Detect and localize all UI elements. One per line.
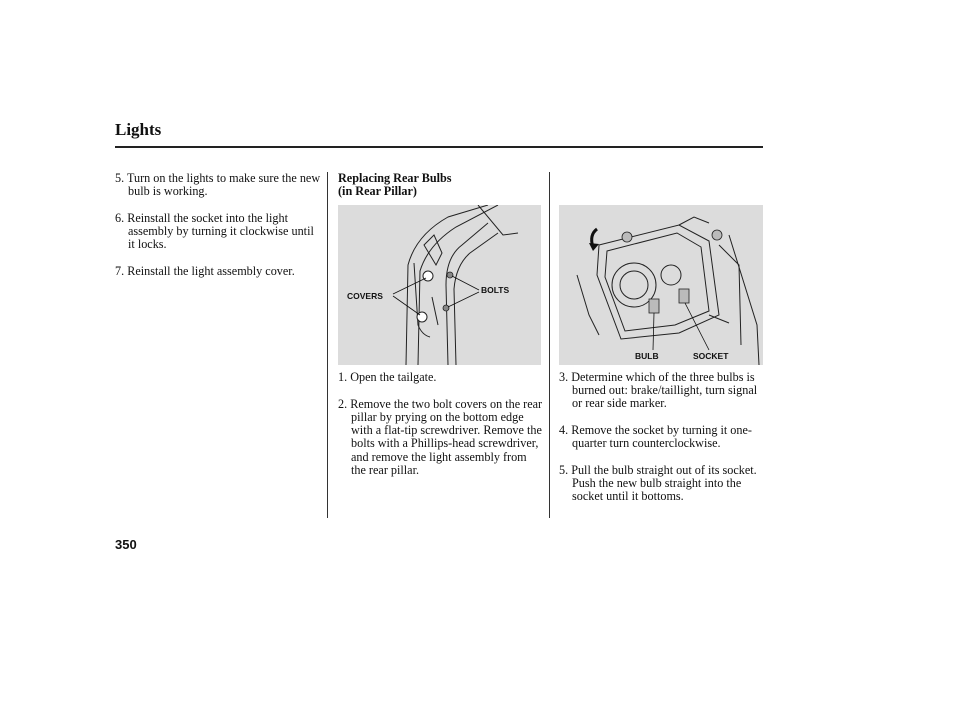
- rear-pillar-figure: [338, 205, 541, 365]
- step-item: 4. Remove the socket by turning it one-quarter turn counterclockwise.: [559, 423, 752, 451]
- light-assembly-illustration: [559, 205, 763, 365]
- step-item: 5. Pull the bulb straight out of its socket. Push the new bulb straight into the socket until it bottoms.: [559, 463, 757, 504]
- step-item: 6. Reinstall the socket into the light assembly by turning it clockwise until it locks.: [115, 210, 314, 252]
- light-assembly-figure: [559, 205, 763, 365]
- page-title: Lights: [115, 120, 162, 139]
- step-item: 7. Reinstall the light assembly cover.: [115, 264, 295, 279]
- rear-pillar-illustration: [338, 205, 541, 365]
- socket-label: SOCKET: [693, 351, 729, 361]
- column-3: [559, 371, 765, 517]
- step-item: 2. Remove the two bolt covers on the rear pillar by prying on the bottom edge with a flat-tip screwdriver. Remove the bolts with a Phillips-head screwdriver, and remove the light assembly from the rear pillar.: [338, 396, 543, 477]
- step-item: 3. Determine which of the three bulbs is burned out: brake/taillight, turn signal or rear side marker.: [559, 370, 758, 411]
- column-1: [115, 172, 321, 292]
- column-2: [338, 371, 544, 490]
- step-item: 1. Open the tailgate.: [338, 370, 437, 384]
- step-item: 5. Turn on the lights to make sure the new bulb is working.: [115, 171, 321, 199]
- column-divider: [327, 172, 328, 518]
- section-heading: Replacing Rear Bulbs (in Rear Pillar): [338, 171, 452, 199]
- covers-label: COVERS: [347, 291, 383, 301]
- bolts-label: BOLTS: [481, 285, 510, 295]
- title-rule: [115, 146, 763, 148]
- page-number: 350: [115, 537, 137, 552]
- column-divider: [549, 172, 550, 518]
- bulb-label: BULB: [635, 351, 659, 361]
